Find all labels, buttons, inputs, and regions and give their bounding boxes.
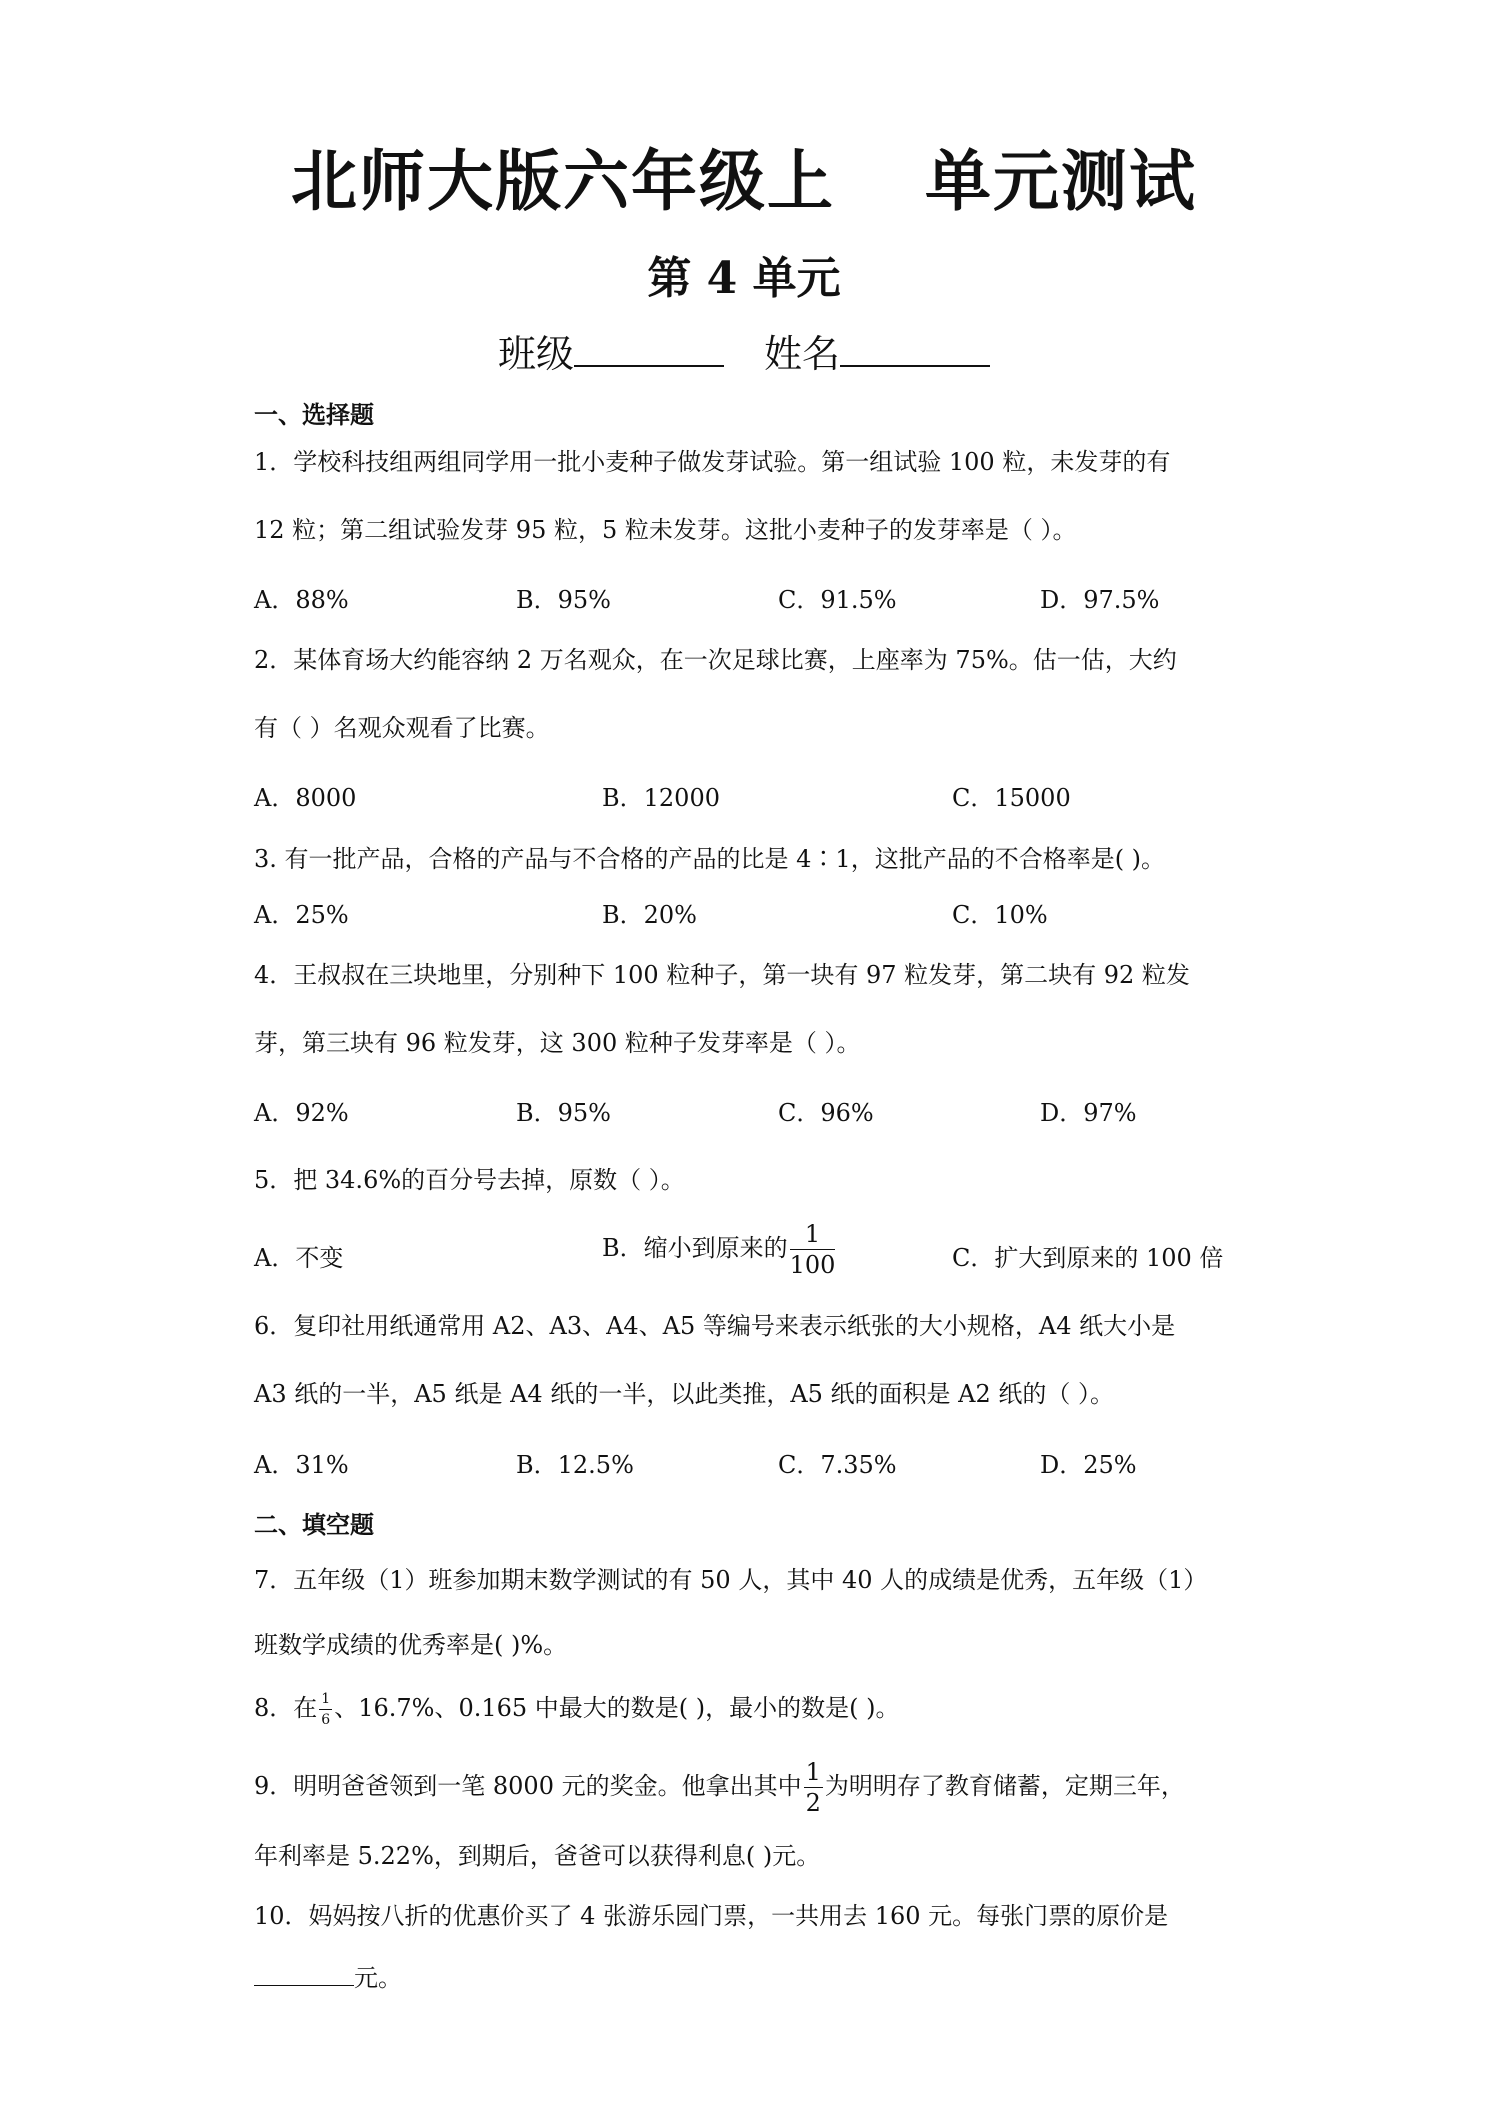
question-9-line-2: 年利率是 5.22%，到期后，爸爸可以获得利息( )元。 xyxy=(254,1842,821,1870)
question-10-line-2 xyxy=(254,1958,402,1993)
question-5-line-1: 5．把 34.6%的百分号去掉，原数（ ）。 xyxy=(254,1166,685,1194)
question-4-option-a[interactable]: A．92% xyxy=(254,1099,349,1127)
question-3-line-1: 3. 有一批产品，合格的产品与不合格的产品的比是 4∶1，这批产品的不合格率是( )。 xyxy=(254,845,1166,873)
fraction-denominator: 100 xyxy=(789,1251,836,1279)
question-5-option-c[interactable]: C．扩大到原来的 100 倍 xyxy=(952,1244,1224,1272)
question-6-line-1: 6．复印社用纸通常用 A2、A3、A4、A5 等编号来表示纸张的大小规格，A4 纸大小是 xyxy=(254,1312,1176,1340)
question-1-option-c[interactable]: C．91.5% xyxy=(778,586,897,614)
fraction-numerator: 1 xyxy=(790,1222,836,1250)
question-2-line-1: 2．某体育场大约能容纳 2 万名观众，在一次足球比赛，上座率为 75%。估一估，大约 xyxy=(254,646,1177,674)
question-1-option-b[interactable]: B．95% xyxy=(516,586,611,614)
name-blank[interactable] xyxy=(840,331,990,367)
question-1-option-a[interactable]: A．88% xyxy=(254,586,349,614)
question-3-option-c[interactable]: C．10% xyxy=(952,901,1048,929)
question-2-option-b[interactable]: B．12000 xyxy=(602,784,720,812)
question-9-suffix: 为明明存了教育储蓄，定期三年， xyxy=(824,1772,1185,1800)
question-7-line-1: 7．五年级（1）班参加期末数学测试的有 50 人，其中 40 人的成绩是优秀，五年级（1） xyxy=(254,1566,1208,1594)
question-6-option-a[interactable]: A．31% xyxy=(254,1451,349,1479)
fraction-numerator: 1 xyxy=(319,1692,332,1710)
question-1-line-2: 12 粒；第二组试验发芽 95 粒，5 粒未发芽。这批小麦种子的发芽率是（ ）。 xyxy=(254,516,1077,544)
question-9-line-1 xyxy=(254,1760,1185,1815)
question-4-option-c[interactable]: C．96% xyxy=(778,1099,874,1127)
question-6-option-d[interactable]: D．25% xyxy=(1040,1451,1137,1479)
fraction-denominator: 6 xyxy=(321,1712,331,1728)
question-3-option-a[interactable]: A．25% xyxy=(254,901,349,929)
question-5-option-b-prefix: B．缩小到原来的 xyxy=(602,1234,788,1262)
question-10-line-1: 10．妈妈按八折的优惠价买了 4 张游乐园门票，一共用去 160 元。每张门票的原价是 xyxy=(254,1902,1169,1930)
question-6-line-2: A3 纸的一半，A5 纸是 A4 纸的一半，以此类推，A5 纸的面积是 A2 纸的（ ）。 xyxy=(254,1380,1115,1408)
question-8-line-1 xyxy=(254,1688,900,1727)
fraction-one-hundredth xyxy=(790,1222,836,1277)
question-6-option-c[interactable]: C．7.35% xyxy=(778,1451,897,1479)
question-8-suffix: 、16.7%、0.165 中最大的数是( )，最小的数是( )。 xyxy=(334,1694,900,1722)
question-2-line-2: 有（ ）名观众观看了比赛。 xyxy=(254,714,550,742)
question-9-prefix: 9．明明爸爸领到一笔 8000 元的奖金。他拿出其中 xyxy=(254,1772,802,1800)
title-left: 北师大版六年级上 xyxy=(291,143,835,220)
page-title xyxy=(0,128,1488,223)
name-label: 姓名 xyxy=(764,332,841,376)
section-choice-heading: 一、选择题 xyxy=(254,401,374,429)
question-5-option-b[interactable] xyxy=(602,1222,837,1277)
question-3-option-b[interactable]: B．20% xyxy=(602,901,697,929)
section-fill-heading: 二、填空题 xyxy=(254,1511,374,1539)
fraction-numerator: 1 xyxy=(805,1758,821,1786)
class-blank[interactable] xyxy=(574,331,724,367)
question-4-option-d[interactable]: D．97% xyxy=(1040,1099,1137,1127)
question-1-line-1: 1．学校科技组两组同学用一批小麦种子做发芽试验。第一组试验 100 粒，未发芽的有 xyxy=(254,448,1171,476)
question-6-option-b[interactable]: B．12.5% xyxy=(516,1451,634,1479)
fraction-denominator: 2 xyxy=(805,1789,821,1817)
answer-blank[interactable] xyxy=(254,1965,354,1986)
fraction-one-half xyxy=(804,1760,823,1815)
title-right: 单元测试 xyxy=(925,143,1197,220)
unit-subtitle: 第 4 单元 xyxy=(647,253,841,304)
question-8-prefix: 8．在 xyxy=(254,1694,318,1722)
question-1-option-d[interactable]: D．97.5% xyxy=(1040,586,1160,614)
question-10-suffix: 元。 xyxy=(354,1964,402,1992)
question-4-option-b[interactable]: B．95% xyxy=(516,1099,611,1127)
question-4-line-2: 芽，第三块有 96 粒发芽，这 300 粒种子发芽率是（ ）。 xyxy=(254,1029,861,1057)
question-7-line-2: 班数学成绩的优秀率是( )%。 xyxy=(254,1631,568,1659)
question-5-option-a[interactable]: A．不变 xyxy=(254,1244,344,1272)
question-4-line-1: 4．王叔叔在三块地里，分别种下 100 粒种子，第一块有 97 粒发芽，第二块有 92 粒发 xyxy=(254,961,1190,989)
class-label: 班级 xyxy=(497,332,574,376)
fraction-one-sixth xyxy=(319,1692,332,1727)
question-2-option-c[interactable]: C．15000 xyxy=(952,784,1071,812)
class-name-line xyxy=(0,323,1488,378)
question-2-option-a[interactable]: A．8000 xyxy=(254,784,357,812)
